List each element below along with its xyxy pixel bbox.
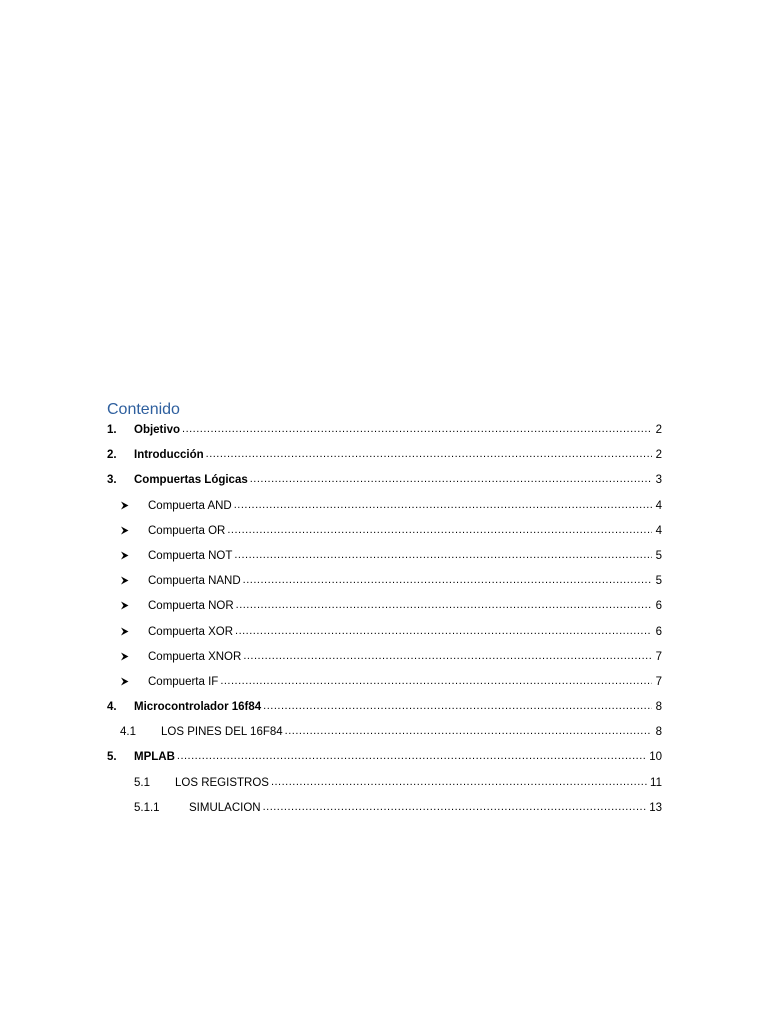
toc-entry-label: Microcontrolador 16f84 — [134, 701, 262, 714]
toc-entry-page: 5 — [655, 575, 662, 588]
toc-entry-introduccion[interactable] — [107, 449, 662, 474]
toc-entry-label: Compuerta XOR — [148, 625, 234, 638]
dot-leader — [220, 675, 652, 687]
toc-entry-number: 1. — [107, 424, 117, 436]
toc-entry-label: SIMULACION — [189, 801, 261, 814]
toc-entry-compuerta-nor[interactable] — [107, 600, 662, 625]
toc-entry-page: 8 — [655, 726, 662, 739]
toc-entry-label: LOS PINES DEL 16F84 — [161, 726, 283, 739]
toc-entry-compuerta-xor[interactable] — [107, 626, 662, 651]
toc-entry-number: 4. — [107, 701, 117, 714]
arrow-right-icon — [120, 676, 148, 688]
dot-leader — [177, 750, 647, 762]
toc-entry-los-registros[interactable] — [107, 777, 662, 802]
toc-entry-page: 4 — [655, 524, 662, 537]
toc-entry-page: 5 — [655, 549, 662, 562]
toc-entry-page: 7 — [655, 675, 662, 688]
dot-leader — [243, 574, 652, 586]
toc-entry-page: 4 — [655, 499, 662, 512]
toc-entry-compuerta-not[interactable] — [107, 550, 662, 575]
toc-entry-page: 8 — [655, 701, 662, 714]
arrow-right-icon — [120, 550, 148, 562]
arrow-right-icon — [120, 651, 148, 663]
toc-entry-number: 5.1.1 — [134, 801, 160, 814]
toc-entry-label: Introducción — [134, 449, 204, 462]
arrow-right-icon — [120, 575, 148, 587]
dot-leader — [206, 448, 652, 460]
toc-entry-label: Compuertas Lógicas — [134, 474, 248, 487]
toc-entry-page: 3 — [655, 474, 662, 487]
toc-entry-compuerta-if[interactable] — [107, 676, 662, 701]
dot-leader — [263, 700, 652, 712]
arrow-right-icon — [120, 500, 148, 512]
toc-entry-compuerta-nand[interactable] — [107, 575, 662, 600]
toc-entry-objetivo[interactable] — [107, 424, 662, 449]
toc-entry-compuerta-and[interactable] — [107, 500, 662, 525]
toc-entry-label: Compuerta NOR — [148, 600, 234, 613]
toc-entry-number: 2. — [107, 449, 117, 462]
toc-entry-page: 2 — [655, 424, 662, 436]
dot-leader — [182, 423, 652, 435]
toc-entry-label: Objetivo — [134, 424, 181, 436]
arrow-right-icon — [120, 525, 148, 537]
dot-leader — [263, 801, 648, 813]
toc-entry-label: Compuerta AND — [148, 499, 232, 512]
dot-leader — [235, 625, 652, 637]
toc-entry-label: LOS REGISTROS — [175, 776, 269, 789]
dot-leader — [234, 549, 652, 561]
dot-leader — [285, 725, 652, 737]
toc-entry-page: 2 — [655, 449, 662, 462]
dot-leader — [236, 599, 652, 611]
toc-entry-label: Compuerta NAND — [148, 575, 241, 588]
toc-entry-label: Compuerta NOT — [148, 549, 233, 562]
toc-entry-simulacion[interactable] — [107, 802, 662, 827]
dot-leader — [227, 524, 652, 536]
toc-entry-label: Compuerta IF — [148, 675, 219, 688]
arrow-right-icon — [120, 626, 148, 638]
toc-entry-compuerta-or[interactable] — [107, 525, 662, 550]
toc-entry-page: 11 — [650, 776, 662, 789]
toc-entry-microcontrolador[interactable] — [107, 701, 662, 726]
dot-leader — [243, 650, 652, 662]
table-of-contents — [107, 398, 662, 827]
toc-entry-number: 5. — [107, 751, 117, 764]
toc-entry-mplab[interactable] — [107, 751, 662, 776]
toc-entry-page: 6 — [655, 625, 662, 638]
arrow-right-icon — [120, 600, 148, 612]
toc-entry-page: 10 — [649, 751, 662, 764]
toc-entry-number: 4.1 — [120, 726, 136, 739]
toc-title: Contenido — [107, 401, 180, 418]
toc-entry-label: Compuerta OR — [148, 524, 226, 537]
toc-entry-compuertas-logicas[interactable] — [107, 474, 662, 499]
toc-entry-compuerta-xnor[interactable] — [107, 651, 662, 676]
toc-entry-label: MPLAB — [134, 751, 175, 764]
dot-leader — [250, 473, 652, 485]
toc-entry-number: 5.1 — [134, 776, 150, 789]
dot-leader — [234, 499, 652, 511]
toc-entry-page: 6 — [655, 600, 662, 613]
toc-entry-los-pines[interactable] — [107, 726, 662, 751]
dot-leader — [271, 776, 648, 788]
toc-entry-number: 3. — [107, 474, 117, 487]
toc-entry-page: 7 — [655, 650, 662, 663]
toc-entry-label: Compuerta XNOR — [148, 650, 242, 663]
toc-entry-page: 13 — [649, 801, 662, 814]
